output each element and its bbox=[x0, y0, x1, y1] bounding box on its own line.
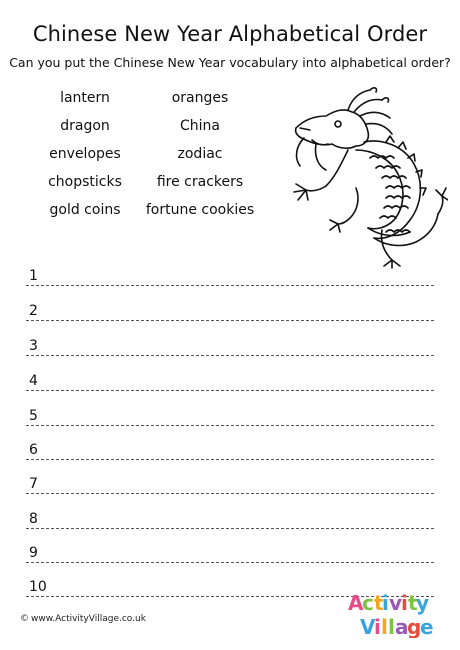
dotted-line bbox=[26, 320, 434, 321]
vocab-word: fortune cookies bbox=[145, 202, 255, 218]
line-number: 6 bbox=[29, 442, 38, 458]
answer-line[interactable] bbox=[26, 371, 434, 391]
line-number: 4 bbox=[29, 373, 38, 389]
page-title: Chinese New Year Alphabetical Order bbox=[32, 22, 428, 46]
dotted-line bbox=[26, 425, 434, 426]
line-number: 1 bbox=[29, 268, 38, 284]
logo-letter-i3: i bbox=[374, 615, 381, 638]
logo-letter-t: t bbox=[374, 591, 384, 615]
activity-village-logo bbox=[340, 590, 452, 638]
logo-letter-v2: V bbox=[360, 615, 376, 638]
logo-letter-y: y bbox=[416, 591, 430, 615]
logo-letter-i: i bbox=[382, 591, 389, 615]
dotted-line bbox=[26, 459, 434, 460]
logo-letter-g: g bbox=[407, 615, 422, 638]
answer-line[interactable] bbox=[26, 406, 434, 426]
dotted-line bbox=[26, 562, 434, 563]
footer-url bbox=[20, 614, 146, 624]
copyright-symbol: © bbox=[20, 614, 29, 624]
logo-letter-a2: a bbox=[395, 615, 409, 638]
vocab-word: zodiac bbox=[177, 146, 223, 162]
logo-letter-v: v bbox=[389, 591, 403, 615]
instructions: Can you put the Chinese New Year vocabulary into alphabetical order? bbox=[9, 55, 451, 70]
logo-letter-t2: t bbox=[408, 591, 418, 615]
line-number: 5 bbox=[29, 408, 38, 424]
footer-url-text: www.ActivityVillage.co.uk bbox=[31, 614, 146, 624]
vocab-word: fire crackers bbox=[156, 174, 244, 190]
logo-letter-a: A bbox=[348, 591, 364, 615]
line-number: 3 bbox=[29, 338, 38, 354]
answer-line[interactable] bbox=[26, 474, 434, 494]
dotted-line bbox=[26, 390, 434, 391]
answer-line[interactable] bbox=[26, 301, 434, 321]
vocab-word: China bbox=[180, 118, 220, 134]
line-number: 7 bbox=[29, 476, 38, 492]
logo-letter-c: c bbox=[362, 591, 374, 615]
vocab-word: envelopes bbox=[49, 146, 121, 162]
line-number: 8 bbox=[29, 511, 38, 527]
answer-line[interactable] bbox=[26, 266, 434, 286]
answer-line[interactable] bbox=[26, 543, 434, 563]
answer-line[interactable] bbox=[26, 440, 434, 460]
line-number: 10 bbox=[29, 579, 47, 595]
answer-line[interactable] bbox=[26, 509, 434, 529]
vocab-word: lantern bbox=[60, 90, 110, 106]
dotted-line bbox=[26, 528, 434, 529]
vocab-word: chopsticks bbox=[48, 174, 122, 190]
line-number: 2 bbox=[29, 303, 38, 319]
answer-line[interactable] bbox=[26, 336, 434, 356]
line-number: 9 bbox=[29, 545, 38, 561]
logo-letter-l2: l bbox=[388, 615, 395, 638]
dragon-illustration bbox=[286, 80, 448, 270]
dotted-line bbox=[26, 493, 434, 494]
dotted-line bbox=[26, 355, 434, 356]
vocab-word: oranges bbox=[171, 90, 229, 106]
logo-letter-e: e bbox=[420, 615, 434, 638]
logo-letter-l: l bbox=[381, 615, 388, 638]
vocab-word: dragon bbox=[60, 118, 110, 134]
dotted-line bbox=[26, 285, 434, 286]
logo-letter-i2: i bbox=[401, 591, 408, 615]
vocab-word: gold coins bbox=[49, 202, 121, 218]
